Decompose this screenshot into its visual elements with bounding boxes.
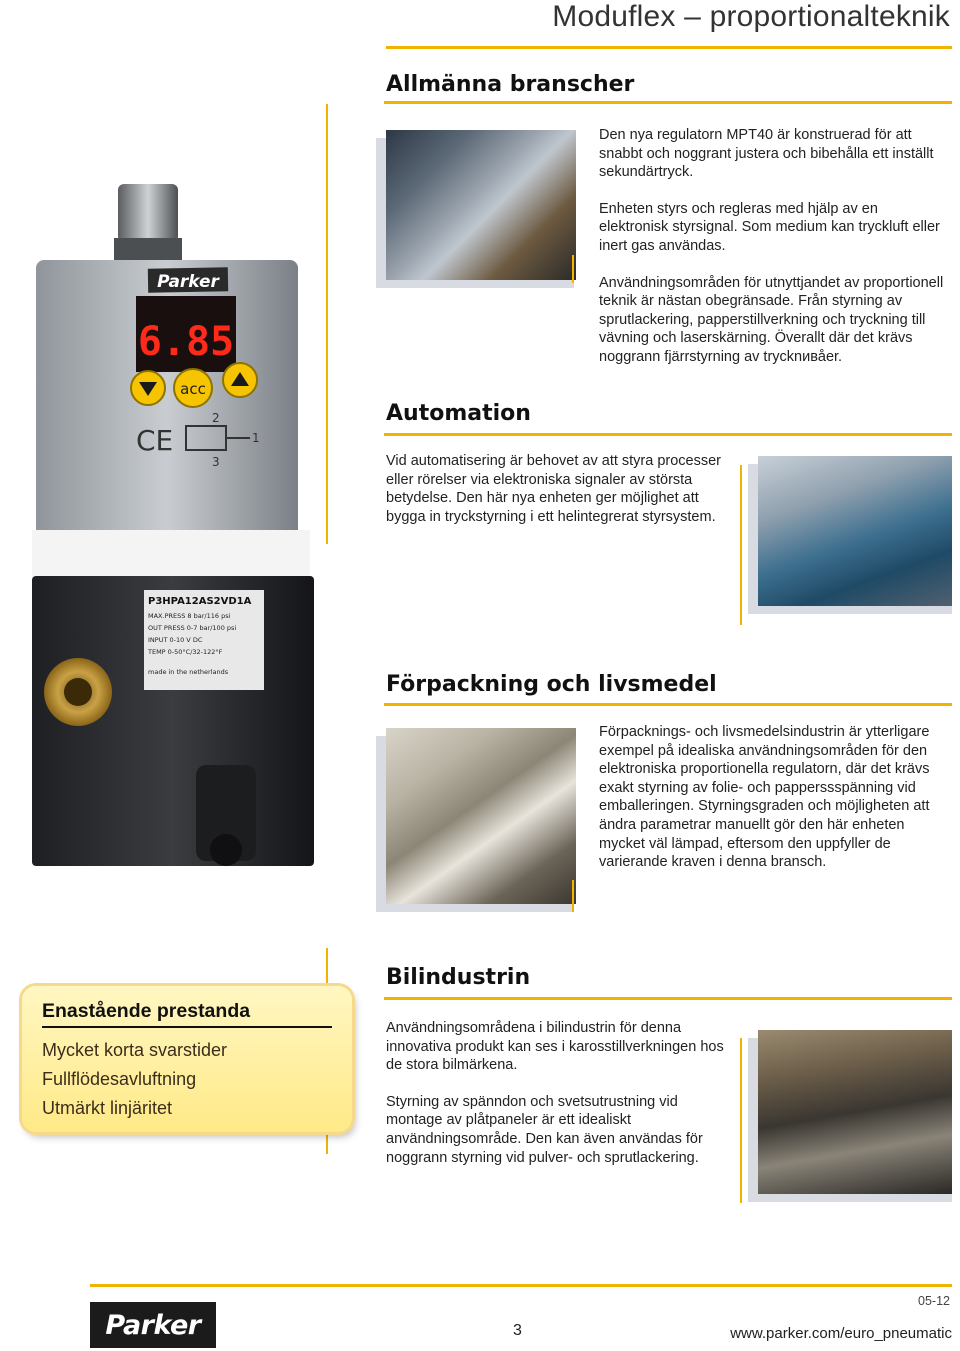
port-1: 1 <box>252 431 260 445</box>
photo-frame <box>748 1038 952 1202</box>
footer-date: 05-12 <box>918 1294 950 1308</box>
vertical-rule <box>740 465 742 625</box>
pressure-display: 6.85 <box>137 319 235 365</box>
automotive-text <box>386 1019 726 1185</box>
footer-rule <box>90 1284 952 1287</box>
spec-line: MAX.PRESS 8 bar/116 psi <box>148 612 231 620</box>
section-heading-automotive: Bilindustrin <box>386 965 531 990</box>
model-label: P3HPA12AS2VD1A <box>148 596 252 607</box>
section-heading-packaging: Förpackning och livsmedel <box>386 672 717 697</box>
photo-frame <box>376 138 574 288</box>
heading-rule <box>384 997 952 1000</box>
heading-rule <box>384 703 952 706</box>
spec-line: TEMP 0-50°C/32-122°F <box>148 648 223 656</box>
photo-edge-mark <box>572 255 574 283</box>
paragraph: Styrning av spänndon och svetsutrustning vid montage av plåtpaneler är ett idealiskt användningsområde. Den kan även användas för noggrann styrning vid pulver- och sprutlackering. <box>386 1093 703 1166</box>
paragraph: Användningsområdena i bilindustrin för denna innovativa produkt kan ses i karosstillverkningen hos de stora bilmärkena. <box>386 1020 724 1074</box>
paragraph: Användningsområden för utnyttjandet av proportionell teknik är nästan obegränsade. Från styrning av sprutlackering, papperstillverkning och tryckning till vävning och laserskärning. Överallt där det krävs noggrann fjärrstyrning av trycknивåer. <box>599 274 944 365</box>
control-cabinet-photo <box>386 130 576 280</box>
photo-frame <box>748 464 952 614</box>
acc-label: acc <box>180 380 206 398</box>
parker-logo: Parker <box>90 1302 216 1348</box>
vertical-rule <box>326 104 328 544</box>
highlight-rule <box>42 1026 332 1028</box>
regulator-illustration <box>28 180 328 880</box>
port-3: 3 <box>212 455 220 469</box>
paragraph: Den nya regulatorn MPT40 är konstruerad för att snabbt och noggrant justera och bibehålla ett inställt sekundärtryck. <box>599 127 934 181</box>
photo-frame <box>376 736 574 912</box>
paragraph: Enheten styrs och regleras med hjälp av en elektronisk styrsignal. Som medium kan tryckluft eller inert gas användas. <box>599 200 940 254</box>
highlight-item: Utmärkt linjäritet <box>42 1098 173 1118</box>
page-number: 3 <box>513 1322 522 1339</box>
general-text <box>599 126 949 385</box>
spec-line: OUT PRESS 0-7 bar/100 psi <box>148 624 237 632</box>
packaging-text <box>599 723 949 890</box>
paragraph: Förpacknings- och livsmedelsindustrin är ytterligare exempel på idealiska användningsområden för den elektroniska proportionella regulatorn, där det krävs exakt styrning av folie- och papperssspänning vid emballeringen. Styrningsgraden och möjligheten att ändra parametrar manuellt gör den här enheten mycket väl lämpad, eftersom den uppfyller de varierande kraven i denna bransch. <box>599 724 930 871</box>
photo-edge-mark <box>572 880 574 912</box>
highlight-title: Enastående prestanda <box>42 1000 251 1022</box>
page-title: Moduflex – proportionalteknik <box>552 0 950 33</box>
product-image <box>28 180 328 880</box>
car-assembly-photo <box>758 1030 952 1194</box>
section-heading-general: Allmänna branscher <box>386 72 635 97</box>
brand-label: Parker <box>157 272 219 292</box>
heading-rule <box>384 433 952 436</box>
paragraph: Vid automatisering är behovet av att styra processer eller rörelser via elektroniska signaler av största betydelse. Den här nya enheten ger möjlighet att bygga in tryckstyrning i ett helintegrerat styrsystem. <box>386 453 722 525</box>
section-heading-automation: Automation <box>386 401 531 426</box>
highlight-item: Mycket korta svarstider <box>42 1040 228 1060</box>
spec-line: made in the netherlands <box>148 668 229 676</box>
spec-line: INPUT 0-10 V DC <box>148 636 203 644</box>
highlight-box <box>22 986 352 1132</box>
automation-text <box>386 452 732 544</box>
production-line-photo <box>758 456 952 606</box>
footer-url[interactable]: www.parker.com/euro_pneumatic <box>730 1325 952 1342</box>
vertical-rule <box>740 1038 742 1203</box>
highlight-list <box>42 1036 227 1123</box>
highlight-item: Fullflödesavluftning <box>42 1069 197 1089</box>
ce-mark: CE <box>136 424 174 457</box>
packaging-machine-photo <box>386 728 576 904</box>
heading-rule <box>384 101 952 104</box>
title-rule <box>386 46 952 49</box>
port-2: 2 <box>212 411 220 425</box>
